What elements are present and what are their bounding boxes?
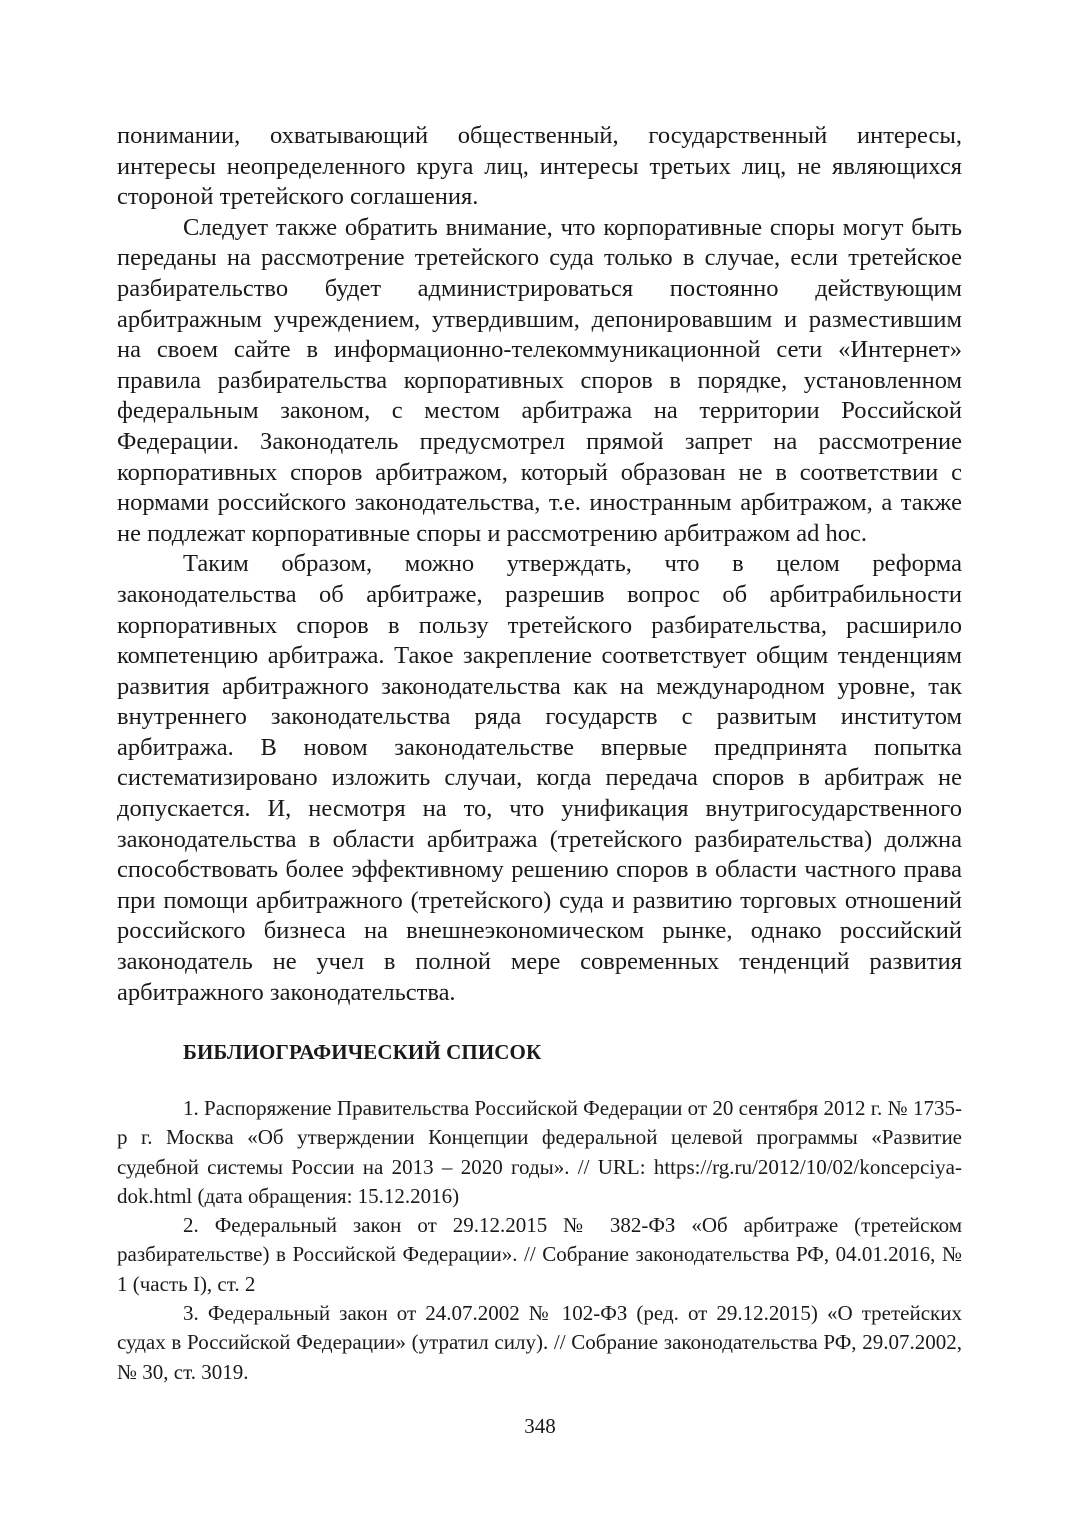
bibliography-item: 2. Федеральный закон от 29.12.2015 № 382-ФЗ «Об арбитраже (третейском разбирательстве) в Российской Федерации». // Собрание законодательства РФ, 04.01.2016, № 1 (часть I), ст. 2	[117, 1213, 962, 1296]
bibliography-item: 3. Федеральный закон от 24.07.2002 № 102-ФЗ (ред. от 29.12.2015) «О третейских судах в Российской Федерации» (утратил силу). // Собрание законодательства РФ, 29.07.2002, № 30, ст. 3019.	[117, 1301, 962, 1384]
bibliography-item: 1. Распоряжение Правительства Российской Федерации от 20 сентября 2012 г. № 1735-р г. Москва «Об утверждении Концепции федеральной целевой программы «Развитие судебной системы России на 2013 – 2020 годы». // URL: https://rg.ru/2012/10/02/koncepciya-dok.html (дата обращения: 15.12.2016)	[117, 1096, 962, 1208]
bibliography-heading: БИБЛИОГРАФИЧЕСКИЙ СПИСОК	[183, 1040, 542, 1064]
paragraph-corporate-disputes: Следует также обратить внимание, что корпоративные споры могут быть переданы на рассмотрение третейского суда только в случае, если третейское разбирательство будет администрироваться постоянно действующим арбитражным учреждением, утвердившим, депонировавшим и разместившим на своем сайте в информационно-телекоммуникационной сети «Интернет» правила разбирательства корпоративных споров в порядке, установленном федеральным законом, с местом арбитража на территории Российской Федерации. Законодатель предусмотрел прямой запрет на рассмотрение корпоративных споров арбитражом, который образован не в соответствии с нормами российского законодательства, т.е. иностранным арбитражом, а также не подлежат корпоративные споры и рассмотрению арбитражом ad hoc.	[117, 213, 962, 547]
body-text	[117, 121, 962, 1008]
paragraph-conclusion: Таким образом, можно утверждать, что в целом реформа законодательства об арбитраже, разрешив вопрос об арбитрабильности корпоративных споров в пользу третейского разбирательства, расширило компетенцию арбитража. Такое закрепление соответствует общим тенденциям развития арбитражного законодательства как на международном уровне, так внутреннего законодательства ряда государств с развитым институтом арбитража. В новом законодательстве впервые предпринята попытка систематизировано изложить случаи, когда передача споров в арбитраж не допускается. И, несмотря на то, что унификация внутригосударственного законодательства в области арбитража (третейского разбирательства) должна способствовать более эффективному решению споров в области частного права при помощи арбитражного (третейского) суда и развитию торговых отношений российского бизнеса на внешнеэкономическом рынке, однако российский законодатель не учел в полной мере современных тенденций развития арбитражного законодательства.	[117, 550, 962, 1006]
page-number: 348	[524, 1414, 556, 1438]
paragraph-continued: понимании, охватывающий общественный, государственный интересы, интересы неопределенного круга лиц, интересы третьих лиц, не являющихся стороной третейского соглашения.	[117, 122, 962, 211]
bibliography-list	[117, 1094, 962, 1387]
